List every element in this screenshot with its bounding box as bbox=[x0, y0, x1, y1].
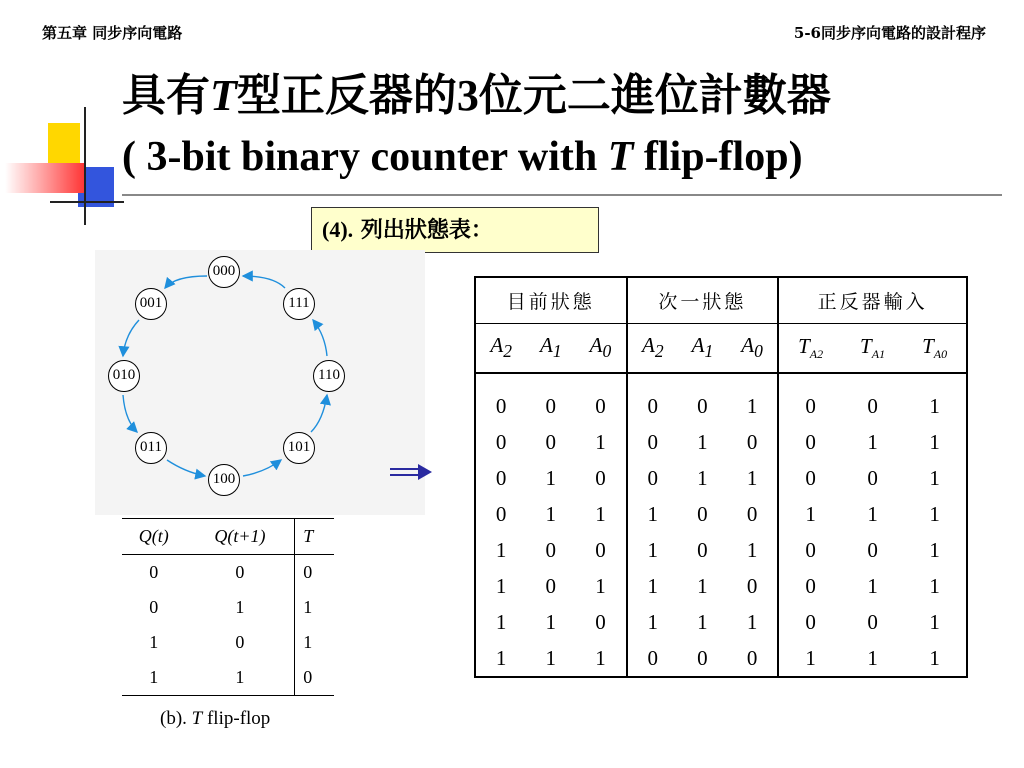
state-table-var-row bbox=[475, 324, 967, 374]
var-header: $T_{A1}$ bbox=[842, 324, 903, 374]
state-node: 110 bbox=[313, 360, 345, 392]
group-present-state: 目前狀態 bbox=[475, 277, 627, 324]
double-arrow-icon bbox=[390, 462, 432, 482]
chapter-header: 第五章 同步序向電路 bbox=[42, 24, 183, 42]
state-node: 000 bbox=[208, 256, 240, 288]
t-header-cell: Q(t+1) bbox=[186, 519, 295, 555]
decor-red-bar bbox=[5, 163, 85, 193]
t-table-row: 0 0 0 bbox=[122, 555, 334, 591]
page-title-line1: 具有T型正反器的3位元二進位計數器 bbox=[122, 70, 831, 121]
state-node: 101 bbox=[283, 432, 315, 464]
table-row: 1 0 0 1 0 1 0 0 1 bbox=[475, 532, 967, 568]
var-header: $A_1$ bbox=[678, 324, 727, 374]
table-row: 0 0 1 0 1 0 0 1 1 bbox=[475, 424, 967, 460]
state-table bbox=[474, 276, 968, 678]
t-flipflop-table bbox=[122, 518, 334, 696]
t-header-cell: T bbox=[295, 519, 334, 555]
title-underline bbox=[122, 194, 1002, 196]
state-node: 001 bbox=[135, 288, 167, 320]
table-row: 1 0 1 1 1 0 0 1 1 bbox=[475, 568, 967, 604]
state-node: 111 bbox=[283, 288, 315, 320]
decor-vertical-line bbox=[84, 107, 86, 225]
table-row: 1 1 0 1 1 1 0 0 1 bbox=[475, 604, 967, 640]
var-header: $T_{A0}$ bbox=[903, 324, 967, 374]
var-header: $A_2$ bbox=[475, 324, 526, 374]
var-header: $A_0$ bbox=[727, 324, 778, 374]
title-t-italic: T bbox=[210, 71, 237, 120]
state-node: 100 bbox=[208, 464, 240, 496]
page-title-line2: ( 3-bit binary counter with T flip-flop) bbox=[122, 134, 803, 180]
state-diagram bbox=[95, 250, 425, 515]
section-header: 5-6同步序向電路的設計程序 bbox=[793, 24, 986, 42]
state-node: 010 bbox=[108, 360, 140, 392]
group-ff-inputs: 正反器輸入 bbox=[778, 277, 967, 324]
table-row: 0 1 1 1 0 0 1 1 1 bbox=[475, 496, 967, 532]
var-header: $A_0$ bbox=[575, 324, 626, 374]
var-header: $A_2$ bbox=[627, 324, 678, 374]
t-header-cell: Q(t) bbox=[122, 519, 186, 555]
table-row: 1 1 1 0 0 0 1 1 1 bbox=[475, 640, 967, 677]
t-table-row: 1 0 1 bbox=[122, 625, 334, 660]
group-next-state: 次一狀態 bbox=[627, 277, 779, 324]
decor-logo bbox=[0, 95, 130, 230]
var-header: $A_1$ bbox=[526, 324, 575, 374]
t-table-row: 1 1 0 bbox=[122, 660, 334, 696]
table-row: 0 1 0 0 1 1 0 0 1 bbox=[475, 460, 967, 496]
var-header: $T_{A2}$ bbox=[778, 324, 842, 374]
step-label: (4). 列出狀態表： bbox=[311, 207, 599, 253]
t-table-header bbox=[122, 519, 334, 555]
t-table-row: 0 1 1 bbox=[122, 590, 334, 625]
table-row: 0 0 0 0 0 1 0 0 1 bbox=[475, 388, 967, 424]
state-table-group-row bbox=[475, 277, 967, 324]
decor-horizontal-line bbox=[50, 201, 124, 203]
t-table-caption: (b). T flip-flop bbox=[160, 708, 271, 729]
state-node: 011 bbox=[135, 432, 167, 464]
